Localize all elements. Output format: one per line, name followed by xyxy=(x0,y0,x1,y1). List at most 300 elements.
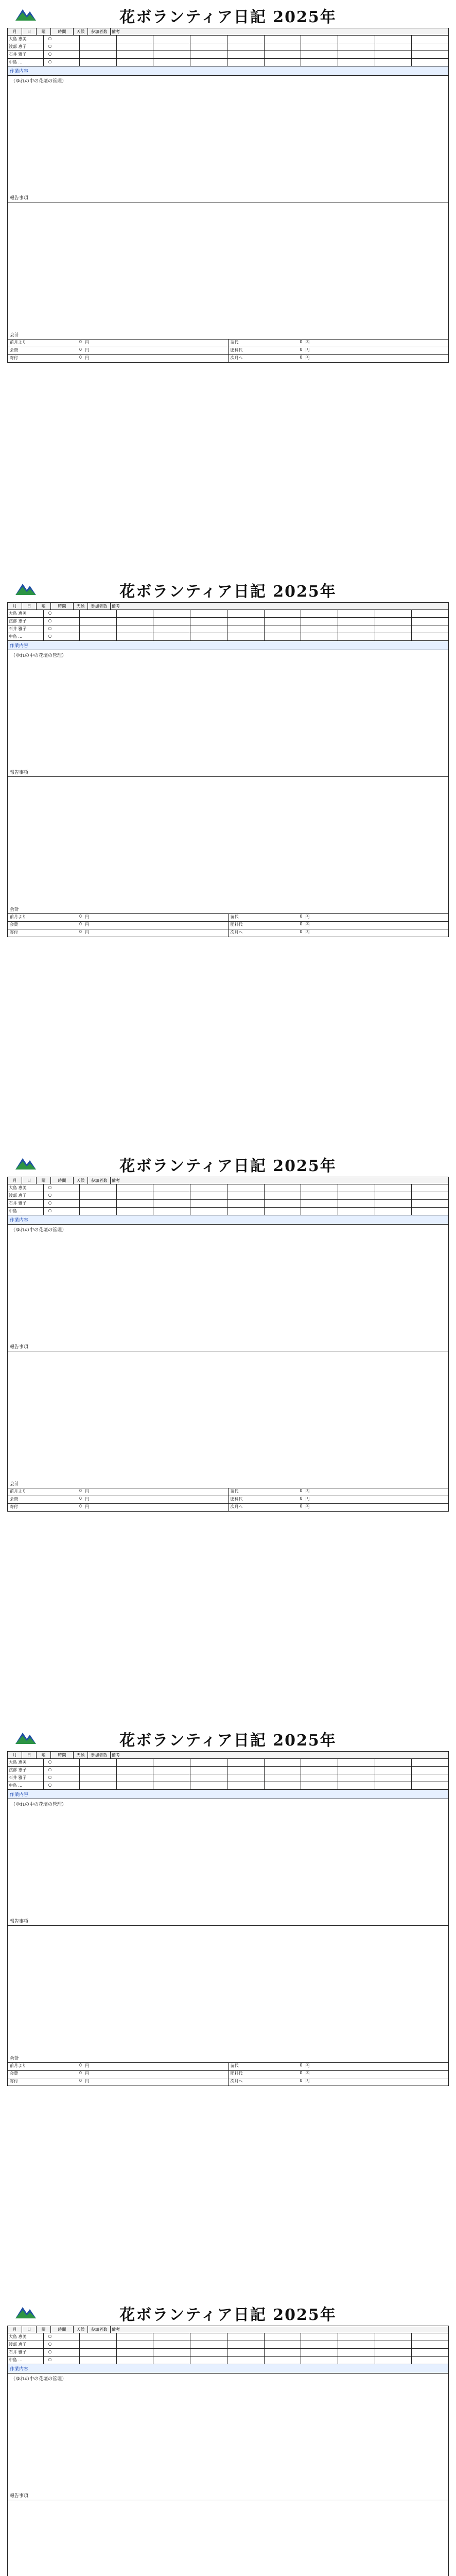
header-cell: 月 xyxy=(8,2326,22,2333)
attendance-grid-cell xyxy=(190,2341,227,2348)
accounting-line xyxy=(8,2078,228,2086)
report-heading: 報告事項 xyxy=(8,1342,448,1351)
accounting-line xyxy=(8,355,228,362)
accounting-key: 会費 xyxy=(10,1497,18,1501)
header-cell: 月 xyxy=(8,28,22,35)
attendance-mark: ○ xyxy=(48,44,52,48)
attendance-grid-cell xyxy=(117,51,154,58)
attendance-grid-cell xyxy=(412,1782,448,1789)
attendance-grid-cell xyxy=(412,2333,448,2341)
attendance-grid-cell xyxy=(80,2341,117,2348)
title-spacer xyxy=(267,2306,273,2324)
attendance-mark: ○ xyxy=(48,59,52,64)
header-cell: 曜 xyxy=(37,2326,51,2333)
page-title xyxy=(7,4,449,27)
attendance-grid xyxy=(80,1759,448,1789)
attendance-grid-cell xyxy=(301,610,338,617)
attendance-row xyxy=(8,2357,79,2364)
form-header-row xyxy=(8,1752,448,1759)
attendance-grid-cell xyxy=(80,1782,117,1789)
accounting-line xyxy=(8,1496,228,1504)
attendance-mark: ○ xyxy=(48,1200,52,1205)
attendance-grid-cell xyxy=(80,36,117,43)
attendance-grid-cell xyxy=(265,2333,302,2341)
attendance-list xyxy=(8,36,80,66)
attendance-grid-cell xyxy=(375,43,412,50)
accounting-line xyxy=(229,340,449,347)
accounting-value: 0 xyxy=(79,914,82,919)
notes-text: （ゆれの中の花壇の管理） xyxy=(11,1802,67,1807)
header-cell: 曜 xyxy=(37,603,51,609)
attendance-mark: ○ xyxy=(48,1767,52,1772)
accounting-value: 0 xyxy=(79,2063,82,2067)
attendance-grid-cell xyxy=(375,633,412,640)
accounting-income xyxy=(8,2063,229,2086)
attendance-grid-cell xyxy=(190,1774,227,1782)
attendance-grid-cell xyxy=(265,618,302,625)
attendance-grid-cell xyxy=(153,1208,190,1215)
attendance-grid-row xyxy=(80,2341,448,2349)
accounting-value: 0 xyxy=(79,929,82,934)
attendance-grid-cell xyxy=(412,1208,448,1215)
attendance-grid-cell xyxy=(153,1192,190,1199)
attendance-grid-cell xyxy=(301,36,338,43)
attendance-grid-row xyxy=(80,36,448,43)
notes-heading: 作業内容 xyxy=(8,1790,448,1799)
accounting-value: 0 xyxy=(79,2078,82,2083)
attendance-grid-row xyxy=(80,1192,448,1200)
attendance-grid-cell xyxy=(190,43,227,50)
attendance-grid-cell xyxy=(412,43,448,50)
attendance-grid-cell xyxy=(80,610,117,617)
diary-page-2 xyxy=(0,574,456,1149)
attendance-grid-cell xyxy=(301,1774,338,1782)
attendance-grid-cell xyxy=(227,51,265,58)
attendance-grid-cell xyxy=(265,1192,302,1199)
diary-page-4 xyxy=(0,1723,456,2298)
attendance-grid xyxy=(80,2333,448,2364)
attendance-mark: ○ xyxy=(48,1759,52,1764)
accounting-expense xyxy=(229,1488,449,1511)
member-name: 大島 恵美 xyxy=(8,610,44,617)
attendance-grid-cell xyxy=(412,1767,448,1774)
header-cell: 日 xyxy=(22,603,37,609)
attendance-row xyxy=(8,43,79,51)
attendance-row xyxy=(8,625,79,633)
attendance-grid-cell xyxy=(190,36,227,43)
attendance-row xyxy=(8,1184,79,1192)
attendance-row xyxy=(8,1774,79,1782)
accounting-line xyxy=(229,2063,449,2071)
attendance-row xyxy=(8,1759,79,1767)
accounting-line xyxy=(8,929,228,937)
member-name: 石井 雅子 xyxy=(8,2349,44,2356)
accounting-key: 苗代 xyxy=(230,1489,239,1494)
attendance-grid xyxy=(80,1184,448,1215)
notes-heading: 作業内容 xyxy=(8,1215,448,1225)
attendance-grid-cell xyxy=(227,59,265,66)
member-name: 渡部 恵子 xyxy=(8,618,44,625)
attendance-grid-cell xyxy=(227,43,265,50)
attendance-grid-cell xyxy=(265,1767,302,1774)
accounting-table xyxy=(8,1488,448,1511)
attendance-grid-cell xyxy=(190,1200,227,1207)
member-name: 大島 恵美 xyxy=(8,1759,44,1766)
diary-form xyxy=(7,602,449,937)
notes-text: （ゆれの中の花壇の管理） xyxy=(11,653,67,658)
attendance-grid-cell xyxy=(412,610,448,617)
member-name: 石井 雅子 xyxy=(8,625,44,633)
accounting-unit: 円 xyxy=(305,1504,310,1509)
page-header xyxy=(7,574,449,599)
notes-text: （ゆれの中の花壇の管理） xyxy=(11,2377,67,2382)
accounting-unit: 円 xyxy=(85,1497,89,1501)
header-cell: 日 xyxy=(22,1177,37,1184)
member-name: 石井 雅子 xyxy=(8,1774,44,1782)
attendance-grid-cell xyxy=(190,610,227,617)
header-cell: 備考 xyxy=(111,1752,448,1758)
attendance-grid-cell xyxy=(80,633,117,640)
attendance-grid-cell xyxy=(265,1200,302,1207)
attendance-grid-cell xyxy=(265,1774,302,1782)
diary-form xyxy=(7,1751,449,2086)
attendance-grid-cell xyxy=(338,36,375,43)
title-text: 花ボランティア日記 xyxy=(119,8,267,26)
attendance-grid-cell xyxy=(412,2357,448,2364)
attendance-grid-cell xyxy=(80,1767,117,1774)
attendance-grid-cell xyxy=(190,1767,227,1774)
attendance-grid-cell xyxy=(227,1184,265,1192)
attendance-mark: ○ xyxy=(48,2342,52,2346)
attendance-mark: ○ xyxy=(48,1775,52,1780)
accounting-heading: 会計 xyxy=(8,1479,448,1488)
attendance-grid-cell xyxy=(338,633,375,640)
header-cell: 日 xyxy=(22,28,37,35)
member-name: 石井 雅子 xyxy=(8,51,44,58)
attendance-grid-cell xyxy=(117,1192,154,1199)
accounting-unit: 円 xyxy=(85,2063,89,2068)
attendance-grid-cell xyxy=(80,1774,117,1782)
diary-page-1 xyxy=(0,0,456,574)
attendance-grid-cell xyxy=(117,633,154,640)
attendance-list xyxy=(8,2333,80,2364)
accounting-heading: 会計 xyxy=(8,2054,448,2063)
accounting-key: 苗代 xyxy=(230,914,239,919)
attendance-grid-cell xyxy=(117,2341,154,2348)
attendance-grid-cell xyxy=(153,51,190,58)
attendance-grid-cell xyxy=(80,625,117,633)
accounting-expense xyxy=(229,2063,449,2086)
attendance-grid-cell xyxy=(412,633,448,640)
attendance-grid-cell xyxy=(412,1184,448,1192)
attendance-grid-cell xyxy=(117,1208,154,1215)
title-year: 2025年 xyxy=(273,8,337,26)
accounting-key: 肥料代 xyxy=(230,2071,243,2076)
header-cell: 月 xyxy=(8,1752,22,1758)
attendance-row xyxy=(8,1208,79,1215)
attendance-grid-cell xyxy=(153,610,190,617)
accounting-value: 0 xyxy=(79,340,82,344)
attendance-grid-cell xyxy=(227,36,265,43)
attendance-grid-cell xyxy=(153,1774,190,1782)
form-header-row xyxy=(8,1177,448,1184)
attendance-grid-cell xyxy=(265,59,302,66)
header-cell: 日 xyxy=(22,2326,37,2333)
accounting-key: 会費 xyxy=(10,2071,18,2076)
attendance-grid-cell xyxy=(375,625,412,633)
accounting-key: 前月より xyxy=(10,340,26,345)
attendance-grid-cell xyxy=(80,1200,117,1207)
attendance-grid-cell xyxy=(265,1782,302,1789)
attendance-grid-cell xyxy=(190,2357,227,2364)
title-spacer xyxy=(267,583,273,601)
header-cell: 備考 xyxy=(111,1177,448,1184)
attendance-grid-cell xyxy=(265,625,302,633)
attendance-grid-cell xyxy=(227,2349,265,2356)
attendance-grid-cell xyxy=(301,59,338,66)
member-name: 渡部 恵子 xyxy=(8,43,44,50)
report-text xyxy=(8,1351,448,1479)
attendance-row xyxy=(8,1200,79,1208)
accounting-line xyxy=(8,340,228,347)
accounting-value: 0 xyxy=(300,1496,303,1501)
attendance-grid-cell xyxy=(80,618,117,625)
attendance-grid-cell xyxy=(117,1782,154,1789)
attendance-grid-cell xyxy=(412,618,448,625)
page-title xyxy=(7,579,449,601)
accounting-value: 0 xyxy=(300,340,303,344)
header-cell: 時間 xyxy=(51,1177,74,1184)
accounting-value: 0 xyxy=(300,1488,303,1493)
accounting-key: 次月へ xyxy=(230,355,243,360)
accounting-unit: 円 xyxy=(85,1504,89,1509)
attendance-grid-cell xyxy=(265,610,302,617)
accounting-line xyxy=(229,1488,449,1496)
attendance-block xyxy=(8,610,448,641)
accounting-key: 肥料代 xyxy=(230,922,243,927)
form-header-row xyxy=(8,28,448,36)
header-cell: 曜 xyxy=(37,1177,51,1184)
attendance-grid-cell xyxy=(227,633,265,640)
attendance-grid-cell xyxy=(375,51,412,58)
attendance-grid-cell xyxy=(153,2341,190,2348)
attendance-mark: ○ xyxy=(48,2334,52,2338)
attendance-mark: ○ xyxy=(48,1208,52,1213)
header-cell: 天候 xyxy=(74,1752,88,1758)
attendance-grid-cell xyxy=(153,43,190,50)
attendance-grid-cell xyxy=(338,43,375,50)
attendance-grid-cell xyxy=(375,610,412,617)
report-text xyxy=(8,1926,448,2054)
accounting-value: 0 xyxy=(79,1488,82,1493)
accounting-table xyxy=(8,914,448,937)
attendance-row xyxy=(8,1767,79,1774)
attendance-grid-cell xyxy=(338,1192,375,1199)
title-text: 花ボランティア日記 xyxy=(119,1732,267,1750)
attendance-grid-row xyxy=(80,51,448,59)
accounting-line xyxy=(229,929,449,937)
attendance-grid-cell xyxy=(265,1184,302,1192)
attendance-grid-cell xyxy=(301,2357,338,2364)
attendance-grid-cell xyxy=(265,51,302,58)
accounting-value: 0 xyxy=(300,922,303,926)
accounting-key: 次月へ xyxy=(230,2079,243,2083)
attendance-grid-cell xyxy=(227,1192,265,1199)
attendance-block xyxy=(8,1759,448,1790)
accounting-value: 0 xyxy=(300,2071,303,2075)
header-cell: 参加者数 xyxy=(88,28,111,35)
attendance-grid-cell xyxy=(338,1774,375,1782)
accounting-key: 前月より xyxy=(10,914,26,919)
attendance-grid-cell xyxy=(80,1184,117,1192)
attendance-grid-cell xyxy=(301,1208,338,1215)
attendance-grid-cell xyxy=(153,59,190,66)
attendance-grid-cell xyxy=(153,625,190,633)
accounting-line xyxy=(229,2071,449,2078)
attendance-grid-cell xyxy=(301,1782,338,1789)
accounting-unit: 円 xyxy=(305,340,310,345)
attendance-list xyxy=(8,1759,80,1789)
accounting-unit: 円 xyxy=(305,1489,310,1494)
attendance-grid-cell xyxy=(153,618,190,625)
accounting-value: 0 xyxy=(300,1504,303,1509)
member-name: 渡部 恵子 xyxy=(8,1192,44,1199)
header-cell: 時間 xyxy=(51,1752,74,1758)
report-text xyxy=(8,2500,448,2576)
attendance-grid-cell xyxy=(375,618,412,625)
attendance-grid-cell xyxy=(227,1208,265,1215)
accounting-line xyxy=(229,1496,449,1504)
attendance-grid-cell xyxy=(375,1192,412,1199)
attendance-grid-cell xyxy=(80,51,117,58)
header-cell: 参加者数 xyxy=(88,1752,111,1758)
attendance-mark: ○ xyxy=(48,626,52,631)
attendance-grid-row xyxy=(80,1782,448,1789)
accounting-line xyxy=(8,2063,228,2071)
attendance-grid-cell xyxy=(80,2357,117,2364)
attendance-row xyxy=(8,2341,79,2349)
attendance-grid-cell xyxy=(80,43,117,50)
accounting-value: 0 xyxy=(79,1496,82,1501)
attendance-grid-row xyxy=(80,43,448,51)
attendance-grid-cell xyxy=(153,1782,190,1789)
attendance-grid-cell xyxy=(265,2357,302,2364)
attendance-grid-cell xyxy=(301,1192,338,1199)
attendance-grid-cell xyxy=(265,2349,302,2356)
notes-heading: 作業内容 xyxy=(8,641,448,650)
attendance-grid-cell xyxy=(227,1200,265,1207)
attendance-grid-cell xyxy=(117,625,154,633)
title-year: 2025年 xyxy=(273,2306,337,2324)
accounting-line xyxy=(8,922,228,929)
page-title xyxy=(7,1153,449,1176)
header-cell: 日 xyxy=(22,1752,37,1758)
attendance-grid-cell xyxy=(338,618,375,625)
accounting-value: 0 xyxy=(300,2078,303,2083)
title-text: 花ボランティア日記 xyxy=(119,2306,267,2324)
attendance-grid-cell xyxy=(375,2357,412,2364)
title-text: 花ボランティア日記 xyxy=(119,583,267,601)
accounting-expense xyxy=(229,914,449,937)
notes-text: （ゆれの中の花壇の管理） xyxy=(11,79,67,84)
attendance-grid-cell xyxy=(375,1759,412,1766)
attendance-grid-cell xyxy=(265,1759,302,1766)
attendance-grid-row xyxy=(80,625,448,633)
notes-heading: 作業内容 xyxy=(8,66,448,76)
accounting-value: 0 xyxy=(79,347,82,352)
report-text xyxy=(8,202,448,330)
form-header-row xyxy=(8,2326,448,2333)
member-name: 大島 恵美 xyxy=(8,1184,44,1192)
accounting-table xyxy=(8,2063,448,2086)
header-cell: 備考 xyxy=(111,28,448,35)
attendance-grid-cell xyxy=(375,1208,412,1215)
accounting-value: 0 xyxy=(300,2063,303,2067)
attendance-grid-row xyxy=(80,2333,448,2341)
diary-page-5 xyxy=(0,2298,456,2576)
attendance-grid-cell xyxy=(375,2333,412,2341)
attendance-grid-cell xyxy=(265,36,302,43)
header-cell: 月 xyxy=(8,1177,22,1184)
attendance-grid-cell xyxy=(80,1192,117,1199)
attendance-grid-cell xyxy=(190,1759,227,1766)
attendance-mark: ○ xyxy=(48,52,52,56)
accounting-unit: 円 xyxy=(305,2079,310,2083)
accounting-unit: 円 xyxy=(85,1489,89,1494)
attendance-row xyxy=(8,633,79,640)
page-header xyxy=(7,2298,449,2323)
attendance-grid-cell xyxy=(412,1759,448,1766)
header-cell: 天候 xyxy=(74,28,88,35)
header-cell: 天候 xyxy=(74,1177,88,1184)
header-cell: 天候 xyxy=(74,603,88,609)
attendance-grid-cell xyxy=(338,1782,375,1789)
attendance-row xyxy=(8,618,79,625)
attendance-grid-cell xyxy=(338,51,375,58)
header-cell: 曜 xyxy=(37,28,51,35)
accounting-key: 会費 xyxy=(10,922,18,927)
title-year: 2025年 xyxy=(273,1157,337,1175)
attendance-grid-cell xyxy=(117,36,154,43)
attendance-mark: ○ xyxy=(48,634,52,638)
attendance-grid-cell xyxy=(412,1774,448,1782)
accounting-table xyxy=(8,340,448,362)
diary-form xyxy=(7,28,449,363)
attendance-grid-cell xyxy=(153,1767,190,1774)
accounting-unit: 円 xyxy=(85,922,89,927)
attendance-grid-cell xyxy=(301,1200,338,1207)
attendance-grid-row xyxy=(80,2349,448,2357)
accounting-unit: 円 xyxy=(85,2071,89,2076)
attendance-grid-cell xyxy=(190,625,227,633)
attendance-block xyxy=(8,36,448,66)
attendance-mark: ○ xyxy=(48,1783,52,1787)
header-cell: 時間 xyxy=(51,2326,74,2333)
accounting-line xyxy=(229,347,449,355)
attendance-grid-cell xyxy=(153,36,190,43)
attendance-grid-row xyxy=(80,1774,448,1782)
member-name: 中島 ... xyxy=(8,2357,44,2364)
attendance-grid-cell xyxy=(338,1759,375,1766)
attendance-row xyxy=(8,1192,79,1200)
attendance-grid-cell xyxy=(412,36,448,43)
attendance-grid-cell xyxy=(375,2341,412,2348)
diary-form xyxy=(7,1177,449,1512)
accounting-unit: 円 xyxy=(85,930,89,935)
attendance-grid-cell xyxy=(117,2333,154,2341)
attendance-grid-cell xyxy=(117,59,154,66)
accounting-unit: 円 xyxy=(305,914,310,919)
